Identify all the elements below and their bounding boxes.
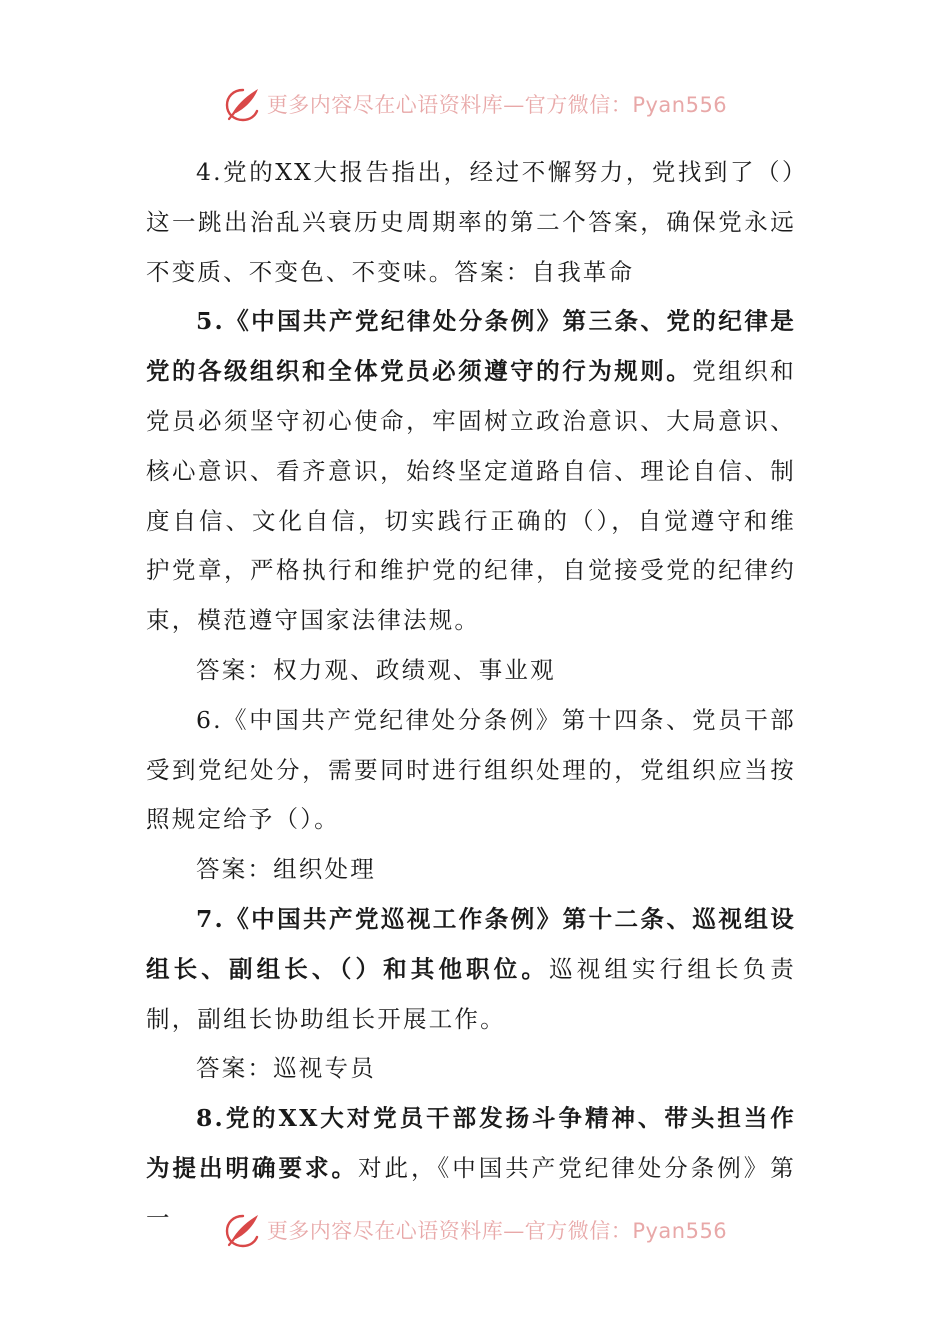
paragraph-text: 4.党的XX大报告指出，经过不懈努力，党找到了（）这一跳出治乱兴衰历史周期率的第二个答案，确保党永远不变质、不变色、不变味。答案：自我革命 [146,158,796,286]
banner-text-cn: 更多内容尽在心语资料库—官方微信： [266,1219,633,1243]
banner-text-cn: 更多内容尽在心语资料库—官方微信： [266,93,633,117]
paragraph-text: 答案：组织处理 [196,855,376,884]
paragraph-bold-text: 5.《中国共产党纪律处分条例》第三条、党的纪律是党的各级组织和全体党员必须遵守的行为规则。 [146,307,796,386]
banner-text [267,89,727,119]
paragraph-q7 [146,895,796,1044]
paragraph-text: 巡视组实行组长负责制，副组长协助组长开展工作。 [146,954,796,1033]
paragraph-q4 [146,148,796,297]
paragraph-a5 [146,646,796,696]
banner-wechat-id: Pyan556 [632,93,728,117]
banner-text [267,1215,727,1245]
document-body [146,148,796,1244]
paragraph-q6 [146,696,796,845]
footer-banner [0,1208,950,1252]
banner-wechat-id: Pyan556 [632,1219,728,1243]
paragraph-text: 对此，《中国共产党纪律处分条例》第一 [146,1153,796,1232]
quill-logo-icon [223,1210,263,1250]
quill-logo-icon [223,84,263,124]
paragraph-a7 [146,1044,796,1094]
paragraph-bold-text: 7.《中国共产党巡视工作条例》第十二条、巡视组设组长、副组长、（）和其他职位。 [146,904,796,983]
paragraph-bold-text: 8.党的XX大对党员干部发扬斗争精神、带头担当作为提出明确要求。 [146,1104,796,1182]
paragraph-text: 答案：权力观、政绩观、事业观 [196,655,556,684]
header-banner [0,82,950,126]
paragraph-text: 答案：巡视专员 [196,1054,376,1083]
paragraph-text: 6.《中国共产党纪律处分条例》第十四条、党员干部受到党纪处分，需要同时进行组织处理的，党组织应当按照规定给予（）。 [146,705,796,834]
paragraph-a6 [146,845,796,895]
paragraph-q5 [146,297,796,646]
paragraph-text: 党组织和党员必须坚守初心使命，牢固树立政治意识、大局意识、核心意识、看齐意识，始终坚定道路自信、理论自信、制度自信、文化自信，切实践行正确的（），自觉遵守和维护党章，严格执行和维护党的纪律，自觉接受党的纪律约束，模范遵守国家法律法规。 [146,357,796,635]
